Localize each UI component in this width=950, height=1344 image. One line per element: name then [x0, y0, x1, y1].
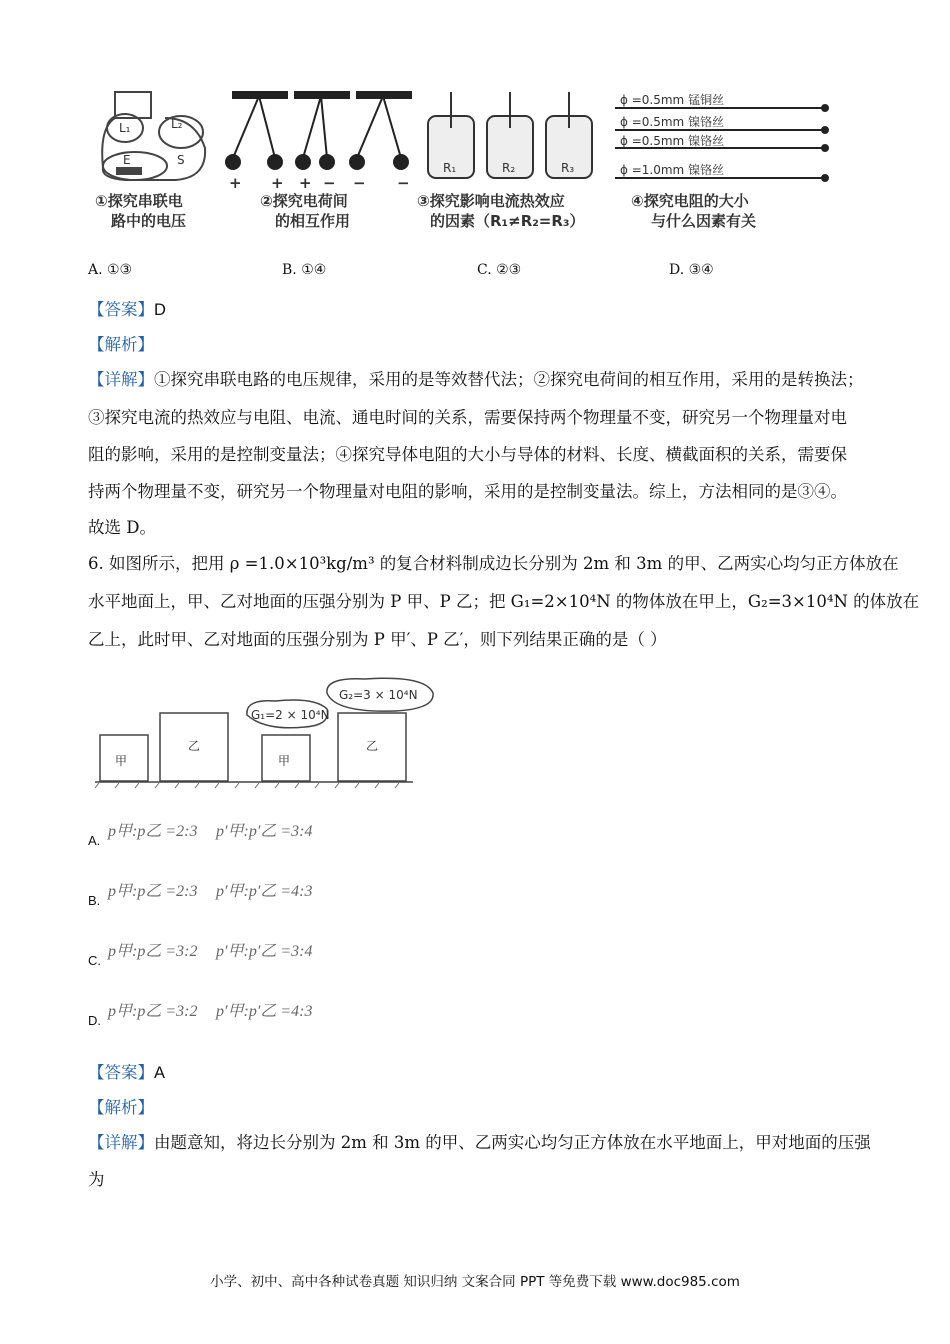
q5-detail-5: 故选 D。 [88, 518, 156, 537]
label-l2: L₂ [171, 117, 183, 131]
charge-5: − [353, 174, 366, 192]
wire-4: ϕ =1.0mm 镍铬丝 [620, 163, 725, 177]
answer-value: D [154, 301, 166, 319]
option-d: D. ③④ [669, 262, 714, 278]
answer-tag: 【答案】 [88, 300, 154, 319]
q5-detail-3: 阻的影响，采用的是控制变量法；④探究导体电阻的大小与导体的材料、长度、横截面积的关系，需要保 [88, 445, 847, 464]
charged-balls [226, 92, 411, 169]
q5-analysis-tag: 【解析】 [88, 335, 154, 354]
q6-option-c-f1: p甲:p乙 =3:2 [108, 943, 198, 960]
charge-4: − [323, 174, 336, 192]
page-footer: 小学、初中、高中各种试卷真题 知识归纳 文案合同 PPT 等免费下载 www.doc985.com [210, 1274, 740, 1290]
detail-tag: 【详解】 [88, 370, 154, 389]
option-b: B. ①④ [282, 262, 327, 278]
q6-option-c-f2: p′甲:p′乙 =3:4 [216, 943, 313, 960]
cube-yi-1: 乙 [188, 739, 201, 753]
caption-2-line2: 的相互作用 [275, 212, 351, 230]
detail-tag: 【详解】 [88, 1133, 154, 1152]
cube-jia-1: 甲 [115, 754, 128, 768]
caption-4-line2: 与什么因素有关 [651, 212, 757, 230]
caption-1-line2: 路中的电压 [111, 212, 187, 230]
label-l1: L₁ [119, 121, 131, 135]
q6-option-c: C. [88, 953, 101, 968]
q6-option-d: D. [88, 1013, 101, 1028]
label-r1: R₁ [443, 161, 457, 175]
caption-3-line1: ③探究影响电流热效应 [417, 192, 565, 210]
figure-experiments [95, 88, 830, 236]
wire-1: ϕ =0.5mm 锰铜丝 [620, 93, 725, 107]
label-e: E [123, 153, 131, 167]
q6-option-d-f2: p′甲:p′乙 =4:3 [216, 1003, 313, 1020]
charge-6: − [397, 174, 410, 192]
q6-line-1: 6. 如图所示，把用 ρ =1.0×10³kg/m³ 的复合材料制成边长分别为 2m 和 3m 的甲、乙两实心均匀正方体放在 [88, 554, 899, 573]
caption-1-line1: ①探究串联电 [95, 192, 183, 210]
label-r3: R₃ [561, 161, 575, 175]
option-a: A. ①③ [88, 262, 133, 278]
charge-1: + [229, 174, 242, 192]
figure-cubes [95, 675, 445, 790]
q6-answer [88, 1059, 165, 1083]
charge-3: + [299, 174, 312, 192]
q6-detail-1 [88, 1129, 871, 1153]
q6-line-3: 乙上，此时甲、乙对地面的压强分别为 P 甲′、P 乙′，则下列结果正确的是（ ） [88, 630, 667, 649]
q6-option-b: B. [88, 893, 101, 908]
charge-2: + [271, 174, 284, 192]
cube-jia-2: 甲 [278, 754, 291, 768]
wire-3: ϕ =0.5mm 镍铬丝 [620, 134, 725, 148]
q5-detail-2: ③探究电流的热效应与电阻、电流、通电时间的关系，需要保持两个物理量不变，研究另一个物理量对电 [88, 408, 847, 427]
q6-line-2: 水平地面上，甲、乙对地面的压强分别为 P 甲、P 乙；把 G₁=2×10⁴N 的物体放在甲上，G₂=3×10⁴N 的体放在 [88, 592, 920, 611]
cube-yi-2: 乙 [366, 739, 379, 753]
q6-option-b-f1: p甲:p乙 =2:3 [108, 883, 198, 900]
option-c: C. ②③ [477, 262, 522, 278]
label-s: S [177, 153, 185, 167]
caption-2-line1: ②探究电荷间 [260, 192, 348, 210]
q5-detail-4: 持两个物理量不变，研究另一个物理量对电阻的影响，采用的是控制变量法。综上，方法相同的是③④。 [88, 482, 847, 501]
caption-3-line2: 的因素（R₁≠R₂=R₃） [430, 212, 585, 230]
detail-text: 由题意知，将边长分别为 2m 和 3m 的甲、乙两实心均匀正方体放在水平地面上，甲对地面的压强 [154, 1133, 871, 1152]
weight-g1: G₁=2 × 10⁴N [251, 708, 330, 722]
circuit-diagram [102, 92, 205, 180]
answer-value: A [154, 1064, 166, 1082]
q6-option-a: A. [88, 833, 101, 848]
detail-text: ①探究串联电路的电压规律，采用的是等效替代法；②探究电荷间的相互作用，采用的是转换法； [154, 370, 864, 389]
caption-4-line1: ④探究电阻的大小 [631, 192, 749, 210]
q5-detail-1 [88, 366, 864, 390]
answer-tag: 【答案】 [88, 1063, 154, 1082]
q6-option-a-f2: p′甲:p′乙 =3:4 [216, 823, 313, 840]
weight-g2: G₂=3 × 10⁴N [339, 688, 418, 702]
q5-answer [88, 296, 166, 320]
q6-detail-2: 为 [88, 1170, 105, 1189]
q6-analysis-tag: 【解析】 [88, 1098, 154, 1117]
q6-option-a-f1: p甲:p乙 =2:3 [108, 823, 198, 840]
label-r2: R₂ [502, 161, 516, 175]
q6-option-d-f1: p甲:p乙 =3:2 [108, 1003, 198, 1020]
wire-2: ϕ =0.5mm 镍铬丝 [620, 115, 725, 129]
q6-option-b-f2: p′甲:p′乙 =4:3 [216, 883, 313, 900]
